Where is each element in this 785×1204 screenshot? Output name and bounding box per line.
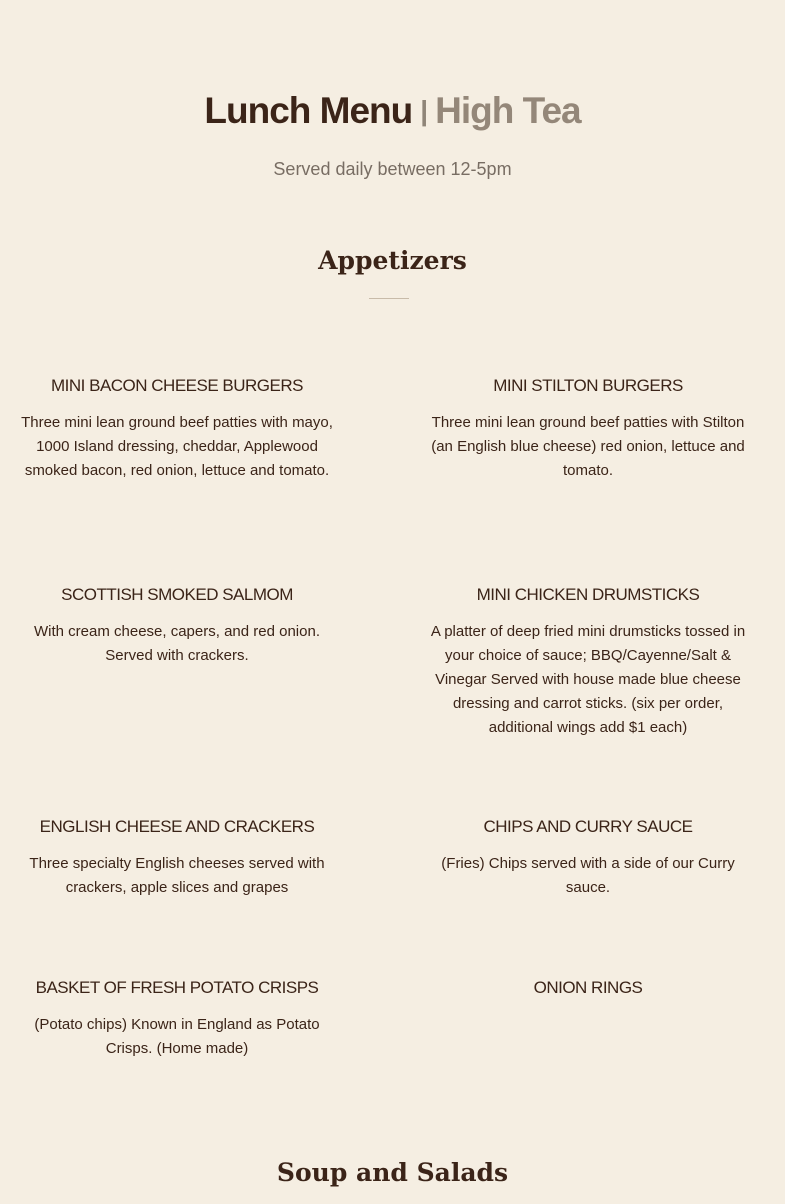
menu-item	[430, 977, 746, 1013]
menu-item-name: ENGLISH CHEESE AND CRACKERS	[39, 817, 315, 836]
section-divider	[369, 298, 409, 299]
menu-item-description: Three mini lean ground beef patties with Stilton (an English blue cheese) red onion, lettuce and tomato.	[431, 414, 745, 479]
menu-item-name: MINI STILTON BURGERS	[493, 376, 683, 395]
menu-item	[20, 584, 334, 668]
menu-item-description: Three mini lean ground beef patties with mayo, 1000 Island dressing, cheddar, Applewood smoked bacon, red onion, lettuce and tomato.	[21, 414, 333, 479]
menu-item-description: With cream cheese, capers, and red onion. Served with crackers.	[34, 623, 320, 664]
menu-item	[20, 816, 334, 900]
menu-item-name: SCOTTISH SMOKED SALMOM	[61, 585, 293, 604]
menu-item	[430, 584, 746, 740]
page-title	[0, 88, 785, 137]
title-high-tea: High Tea	[435, 90, 581, 131]
served-hours: Served daily between 12-5pm	[273, 159, 512, 179]
menu-item-name: ONION RINGS	[533, 978, 643, 997]
title-separator: |	[420, 95, 428, 126]
section-heading-appetizers: Appetizers	[318, 246, 467, 275]
menu-item-description: (Potato chips) Known in England as Potato Crisps. (Home made)	[34, 1016, 320, 1057]
menu-item-name: BASKET OF FRESH POTATO CRISPS	[35, 978, 319, 997]
menu-item-description: A platter of deep fried mini drumsticks tossed in your choice of sauce; BBQ/Cayenne/Salt & Vinegar Served with house made blue cheese dressing and carrot sticks. (six per order, additional wings add $1 each)	[430, 623, 746, 736]
section-heading-soup-and-salads: Soup and Salads	[276, 1158, 509, 1187]
menu-item	[20, 375, 334, 483]
menu-item-description: (Fries) Chips served with a side of our Curry sauce.	[441, 855, 735, 896]
menu-item-name: MINI CHICKEN DRUMSTICKS	[476, 585, 700, 604]
menu-item	[430, 816, 746, 900]
menu-item	[20, 977, 334, 1061]
menu-item-name: CHIPS AND CURRY SAUCE	[483, 817, 693, 836]
title-lunch-menu: Lunch Menu	[204, 90, 413, 131]
menu-item-name: MINI BACON CHEESE BURGERS	[51, 376, 303, 395]
menu-item	[430, 375, 746, 483]
menu-item-description: Three specialty English cheeses served with crackers, apple slices and grapes	[29, 855, 325, 896]
